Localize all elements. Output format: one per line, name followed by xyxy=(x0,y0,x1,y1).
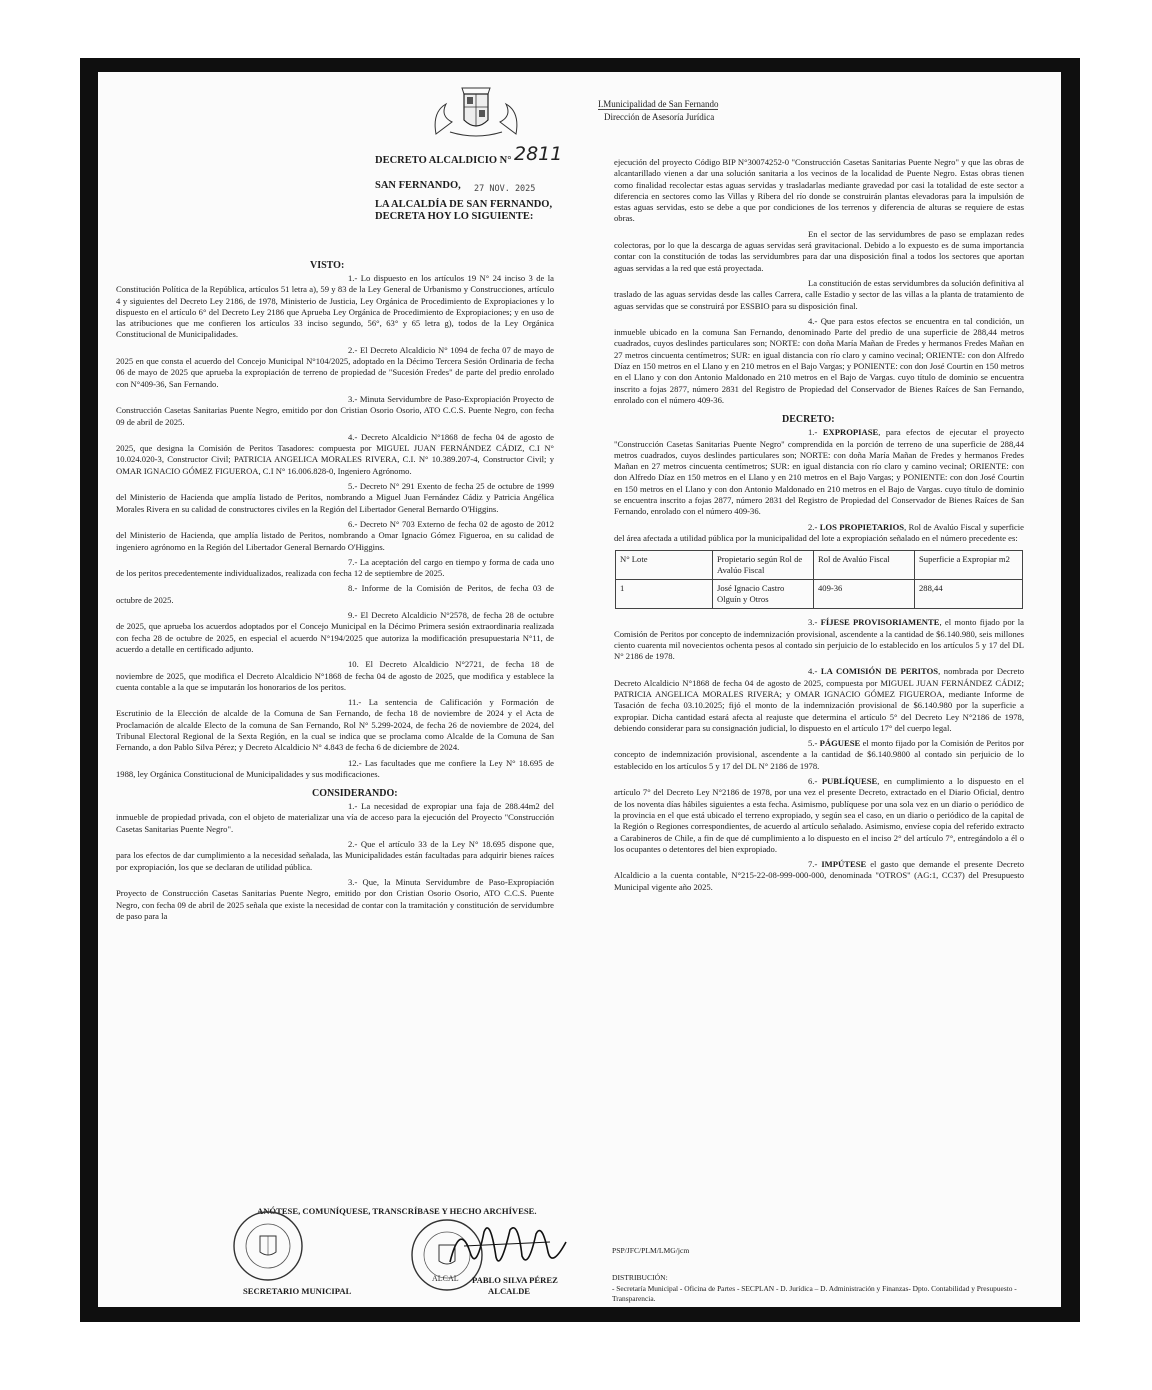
secretary-stamp-icon xyxy=(230,1208,306,1284)
table-header-row xyxy=(616,551,1023,580)
visto-item: 9.- El Decreto Alcaldicio N°2578, de fecha 28 de octubre de 2025, que aprueba los acuerdos adoptados por el Concejo Municipal en la Décimo Primera sesión extraordinaria realizada con fecha 28 de octubre de 2025, en especial el acuerdo N°194/2025 que autoriza la modificación presupuestaria N°11, de acuerdo a detalle en certificado adjunto. xyxy=(116,610,554,654)
decree-title: DECRETO ALCALDICIO N° xyxy=(375,155,512,166)
visto-item: 11.- La sentencia de Calificación y Formación de Escrutinio de la Elección de alcalde de la Comuna de San Fernando, de fecha 18 de noviembre de 2024 y el Acta de Proclamación de alcalde Electo de la comuna de San Fernando, Rol N° 5.299-2024, de fecha 26 de noviembre de 2024, del Tribunal Electoral Regional de la Sexta Región, en la cual se indica que se proclama como Alcalde de la Comuna de San Fernando, a don Pablo Silva Pérez; y Decreto Alcaldicio N° 4.843 de fecha 6 de diciembre de 2024. xyxy=(116,697,554,753)
owners-table xyxy=(615,550,1023,609)
decreto-item-6: 6.- PUBLÍQUESE, en cumplimiento a lo dispuesto en el artículo 7° del Decreto Ley N°2186 de 1978, por una vez el presente Decreto, extractado en el Diario Oficial, dentro de los noventa días hábiles siguientes a esta fecha. Asimismo, publíquese por una sola vez en un diario o periódico de la provincia en el que está ubicado el terreno expropiado, y según sea el caso, en un diario o periódico de la capital de la Región o Regiones correspondientes, de acuerdo al artículo señalado. Asimismo, envíese copia del referido extracto a Carabineros de Chile, a fin de que dé cumplimiento a lo dispuesto en el inciso 2° del artículo 7°, entregándolo a él o los ocupantes o detentores del bien expropiado. xyxy=(614,776,1024,854)
distribution-text: - Secretaría Municipal - Oficina de Partes - SECPLAN - D. Jurídica – D. Administración y Finanzas- Dpto. Contabilidad y Presupuesto - Transparencia. xyxy=(612,1284,1017,1303)
visto-item: 8.- Informe de la Comisión de Peritos, de fecha 03 de octubre de 2025. xyxy=(116,583,554,605)
table-cell: José Ignacio Castro Olguín y Otros xyxy=(713,580,814,609)
mayor-title: ALCALDE xyxy=(488,1286,531,1296)
coat-of-arms-icon xyxy=(430,82,522,140)
secretary-label: SECRETARIO MUNICIPAL xyxy=(243,1286,352,1296)
considerando-heading: CONSIDERANDO: xyxy=(312,788,398,800)
decreto-heading: DECRETO: xyxy=(782,414,835,426)
distribution-heading: DISTRIBUCIÓN: xyxy=(612,1273,668,1282)
mayor-name: PABLO SILVA PÉREZ xyxy=(472,1275,558,1285)
considerando-item: 1.- La necesidad de expropiar una faja de 288.44m2 del inmueble de propiedad privada, con el objeto de materializar una vía de acceso para la ejecución del Proyecto "Construcción Casetas Sanitarias Puente Negro". xyxy=(116,801,554,834)
table-cell: 1 xyxy=(616,580,713,609)
mayor-stamp-text: ALCAL xyxy=(432,1274,459,1283)
decreto-item-5: 5.- PÁGUESE el monto fijado por la Comisión de Peritos por concepto de indemnización provisional, ascendente a la cantidad de $6.140.9800 al contado sin perjuicio de lo establecido en los artículos 5 y 17 del DL N° 2186 de 1978. xyxy=(614,738,1024,771)
right-column xyxy=(614,157,1024,897)
decreto-item-7: 7.- IMPÚTESE el gasto que demande el presente Decreto Alcaldicio a la cuenta contable, N°215-22-08-999-000-000, denominada "OTROS" (AG:1, CC37) del Presupuesto Municipal vigente año 2025. xyxy=(614,859,1024,892)
reference-initials: PSP/JFC/PLM/LMG/jcm xyxy=(612,1246,690,1255)
decreto-item-2: 2.- LOS PROPIETARIOS, Rol de Avalúo Fiscal y superficie del área afectada a utilidad pública por la municipalidad del lote a expropiación señalado en el número precedente es: xyxy=(614,521,1024,543)
decree-intro: LA ALCALDÍA DE SAN FERNANDO, DECRETA HOY LO SIGUIENTE: xyxy=(375,199,553,222)
table-cell: 288,44 xyxy=(915,580,1023,609)
institution-name: I.Municipalidad de San Fernando xyxy=(598,99,719,109)
left-column xyxy=(116,258,554,926)
considerando-continuation: La constitución de estas servidumbres da solución definitiva al traslado de las aguas servidas desde las calles Carrera, calle Estadio y sector de las villas a la planta de tratamiento de aguas servidas que se construirá por ESSBIO para su disposición final. xyxy=(614,277,1024,311)
mayor-signature-icon xyxy=(440,1212,580,1282)
table-header-cell: Superficie a Expropiar m2 xyxy=(915,551,1023,580)
visto-item: 10. El Decreto Alcaldicio N°2721, de fecha 18 de noviembre de 2025, que modifica el Decreto Alcaldicio N°1868 de fecha 04 de agosto de 2025, que modifica y establece la cuenta contable a la que se imputarán los honorarios de los peritos. xyxy=(116,659,554,692)
table-header-cell: N° Lote xyxy=(616,551,713,580)
table-cell: 409-36 xyxy=(814,580,915,609)
visto-item: 7.- La aceptación del cargo en tiempo y forma de cada uno de los peritos precedentemente individualizados, realizada con fecha 12 de septiembre de 2025. xyxy=(116,556,554,579)
closing-formula: ANÓTESE, COMUNÍQUESE, TRANSCRÍBASE Y HECHO ARCHÍVESE. xyxy=(257,1206,537,1216)
considerando-continuation: ejecución del proyecto Código BIP N°30074252-0 "Construcción Casetas Sanitarias Puente Negro" y que las obras de alcantarillado vienen a dar una solución sanitaria a los vecinos de la localidad de Puente Negro. Estas obras tienen como finalidad recolectar estas aguas servidas y trasladarlas mediante gravedad por casi la totalidad de este sector a diferencia en sectores como las Villas y Ribera del río donde se construirán plantas elevadoras para la impulsión de estas aguas servidas, esto se debe a que por condiciones de los terrenos y diferencia de alturas se requiere de estas obras. xyxy=(614,157,1024,224)
visto-item: 6.- Decreto N° 703 Externo de fecha 02 de agosto de 2012 del Ministerio de Hacienda, que amplía listado de Peritos, nombrando a Omar Ignacio Gómez Figueroa, en su calidad de ingeniero agrónomo en la Región del Libertador General Bernardo O'Higgins. xyxy=(116,518,554,552)
visto-item: 4.- Decreto Alcaldicio N°1868 de fecha 04 de agosto de 2025, que designa la Comisión de Peritos Tasadores: compuesta por MIGUEL JUAN FERNÁNDEZ CÁDIZ, C.I N° 10.024.020-3, Constructor Civil; PATRICIA ANGELICA MORALES RIVERA, C.I. N° 10.389.207-4, Constructor Civil; y OMAR IGNACIO GÓMEZ FIGUEROA, C.I N° 16.006.828-0, Ingeniero Agrónomo. xyxy=(116,431,554,476)
date-stamp: 27 NOV. 2025 xyxy=(474,184,536,194)
visto-heading: VISTO: xyxy=(310,260,345,271)
visto-item: 1.- Lo dispuesto en los artículos 19 N° 24 inciso 3 de la Constitución Política de la República, artículos 51 letra a), 59 y 83 de la Ley General de Urbanismo y Construcciones, artículo 4 y siguientes del Decreto Ley 2186, de 1978, Ministerio de Justicia, Ley Orgánica de Procedimiento de Expropiaciones y lo dispuesto en el artículo 6° del Decreto Ley 2186 que Aprueba Ley Orgánica de Procedimiento de Expropiaciones; y en uso de las atribuciones que me confieren los artículos 33 inciso segundo, 56°, 63° y 65 letra g), todos de la Ley Orgánica Constitucional de Municipalidades. xyxy=(116,273,554,340)
visto-item: 12.- Las facultades que me confiere la Ley N° 18.695 de 1988, ley Orgánica Constitucional de Municipalidades y sus modificaciones. xyxy=(116,757,554,779)
visto-item: 2.- El Decreto Alcaldicio N° 1094 de fecha 07 de mayo de 2025 en que consta el acuerdo del Concejo Municipal N°104/2025, adoptado en la Décimo Tercera Sesión Ordinaria de fecha 06 de mayo de 2025 que aprueba la expropiación de terreno de propiedad de "Sucesión Fredes" de parte del predio enrolado con N°409-36, San Fernando. xyxy=(116,344,554,389)
decree-number-handwritten: 2811 xyxy=(514,143,563,165)
decree-place: SAN FERNANDO, xyxy=(375,180,461,191)
considerando-item: 3.- Que, la Minuta Servidumbre de Paso-Expropiación Proyecto de Construcción Casetas Sanitarias Puente Negro, emitido por don Cristian Osorio Osorio, ATO C.C.S. Puente Negro, con fecha 09 de abril de 2025 señala que existe la necesidad de contar con la tramitación y constitución de servidumbre de paso para la xyxy=(116,876,554,921)
decreto-item-4: 4.- LA COMISIÓN DE PERITOS, nombrada por Decreto Decreto Alcaldicio N°1868 de fecha 04 de agosto de 2025, compuesta por MIGUEL JUAN FERNÁNDEZ CÁDIZ; PATRICIA ANGELICA MORALES RIVERA; y OMAR IGNACIO GÓMEZ FIGUEROA, mediante Informe de Tasación de fecha 03.10.2025; fijó el monto de la indemnización provisional de $6.140.980 por la superficie a expropiar. Dicha cantidad estará afecta al reajuste que determina el artículo 5° del Decreto Ley N°2186 de 1978, debiendo considerar para su consignación judicial, lo dispuesto en el artículo 17° del cuerpo legal. xyxy=(614,666,1025,733)
visto-item: 3.- Minuta Servidumbre de Paso-Expropiación Proyecto de Construcción Casetas Sanitarias Puente Negro, emitido por don Cristian Osorio Osorio, ATO C.C.S. Puente Negro, con fecha 09 de abril de 2025. xyxy=(116,393,554,427)
considerando-continuation: 4.- Que para estos efectos se encuentra en tal condición, un inmueble ubicado en la comuna San Fernando, denominado Parte del predio de una superficie de 288,44 metros cuadrados, cuyos deslindes particulares son; NORTE: con doña María Mañan de Fredes y hermanos Fredes Mañan en 27 metros cincuenta centímetros; SUR: en igual distancia con río claro y camino vecinal; ORIENTE: con don Alfredo Díaz en 150 metros en el Llano y en 210 metros en el Bajo Vargas; y PONIENTE: con don José Courtin en 150 metros en el Llano y con don Antonio Maldonado en 210 metros en el Bajo de Vargas. cuyo título de dominio se encuentra inscrito a fojas 2877, número 2831 del Registro de Propiedad del Conservador de Bienes Raíces de San Fernando, enrolado con el número 409-36. xyxy=(614,315,1024,405)
table-header-cell: Propietario según Rol de Avalúo Fiscal xyxy=(713,551,814,580)
table-header-cell: Rol de Avalúo Fiscal xyxy=(814,551,915,580)
visto-item: 5.- Decreto N° 291 Exento de fecha 25 de octubre de 1999 del Ministerio de Hacienda que amplía listado de Peritos, nombrando a Miguel Juan Fernández Cádiz y Patricia Angélica Morales Rivera en su calidad de constructores civiles en la Región del Libertador General Bernardo O'Higgins. xyxy=(116,481,554,514)
department-name: Dirección de Asesoría Jurídica xyxy=(604,112,715,122)
considerando-continuation: En el sector de las servidumbres de paso se emplazan redes colectoras, por lo que la descarga de aguas servidas será gravitacional. Debido a lo expuesto es de suma importancia contar con la constitución de todas las servidumbres para dar una disposición final a todos los sectores que aportan aguas servidas a la red que está proyectada. xyxy=(614,228,1024,273)
table-row xyxy=(616,580,1023,609)
decreto-item-3: 3.- FÍJESE PROVISORIAMENTE, el monto fijado por la Comisión de Peritos por concepto de indemnización provisional, ascendente a la cantidad de $6.140.980, seis millones ciento cuarenta mil novecientos ochenta pesos al contado sin perjuicio de lo establecido en los artículos 5 y 17 del DL N° 2186 de 1978. xyxy=(614,617,1024,662)
considerando-item: 2.- Que el artículo 33 de la Ley N° 18.695 dispone que, para los efectos de dar cumplimiento a la necesidad señalada, las Municipalidades están facultadas para adquirir bienes raíces por expropiación, los que se declaran de utilidad pública. xyxy=(116,839,554,872)
decreto-item-1: 1.- EXPROPIASE, para efectos de ejecutar el proyecto "Construcción Casetas Sanitarias Puente Negro" comprendida en la porción de terreno de una superficie de 288,44 metros cuadrados, cuyos deslindes particulares son; NORTE: con doña María Mañan de Fredes y hermanos Fredes Mañan en 27 metros cincuenta centímetros; SUR: en igual distancia con río claro y camino vecinal; ORIENTE: con don Alfredo Díaz en 150 metros en el Llano y en 210 metros en el Bajo Vargas; y PONIENTE: con don José Courtin en 150 metros en el Llano y con don Antonio Maldonado en 210 metros en el Bajo de Vargas. cuyo título de dominio se encuentra inscrito a fojas 2877, número 2831 del Registro de Propiedad del Conservador de Bienes Raíces de San Fernando, enrolado con el número 409-36. xyxy=(614,427,1024,517)
